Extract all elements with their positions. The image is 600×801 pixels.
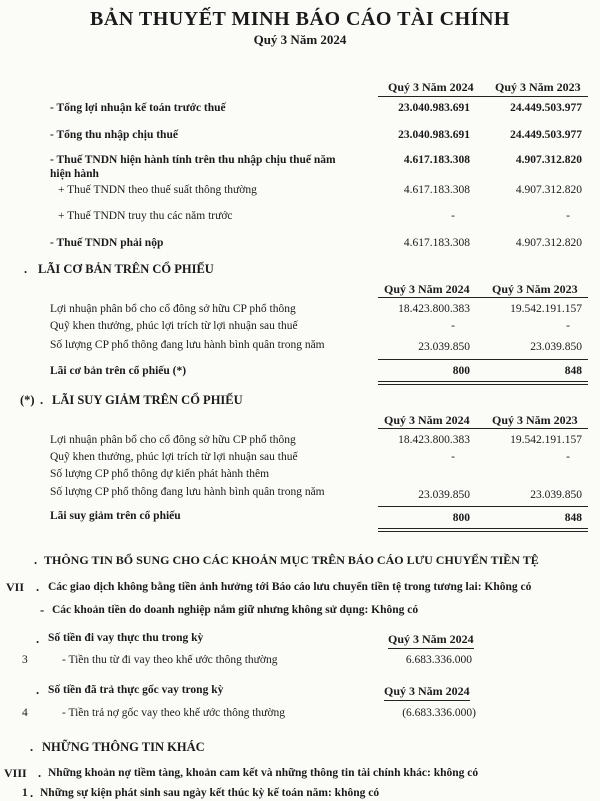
diluted-eps-total-label: Lãi suy giảm trên cổ phiếu bbox=[50, 510, 181, 522]
other-item-contingent: Những khoản nợ tiềm tàng, khoản cam kết và những thông tin tài chính khác: không có bbox=[48, 767, 479, 779]
tax-row-label-cont: hiện hành bbox=[50, 168, 99, 180]
col-header-2024: Quý 3 Năm 2024 bbox=[384, 282, 470, 296]
basic-eps-value-2023: - bbox=[566, 320, 570, 332]
other-item-number: 1 bbox=[22, 787, 28, 799]
basic-eps-row-label: Số lượng CP phổ thông đang lưu hành bình quân trong năm bbox=[50, 339, 325, 351]
borrow-col-header: Quý 3 Năm 2024 bbox=[388, 632, 474, 649]
section-bullet: . bbox=[24, 262, 28, 276]
basic-eps-value-2023: 19.542.191.157 bbox=[510, 303, 582, 315]
section-bullet: . bbox=[36, 580, 40, 594]
basic-eps-total-2024: 800 bbox=[452, 365, 470, 377]
repay-item-value: (6.683.336.000) bbox=[402, 707, 476, 719]
other-section-number: VIII bbox=[4, 766, 27, 780]
diluted-eps-value-2023: 19.542.191.157 bbox=[510, 434, 582, 446]
section-bullet: . bbox=[40, 393, 44, 407]
diluted-eps-value-2024: 23.039.850 bbox=[418, 489, 470, 501]
basic-eps-total-2023: 848 bbox=[564, 365, 582, 377]
diluted-eps-marker: (*) bbox=[20, 393, 35, 407]
repay-item-label: - Tiền trả nợ gốc vay theo khế ước thông thường bbox=[62, 707, 285, 719]
tax-row-value-2024: 4.617.183.308 bbox=[403, 237, 470, 249]
tax-row-label: - Tổng thu nhập chịu thuế bbox=[50, 129, 178, 141]
diluted-eps-total-2023: 848 bbox=[564, 512, 582, 524]
diluted-eps-value-2023: - bbox=[566, 451, 570, 463]
diluted-eps-value-2024: 18.423.800.383 bbox=[398, 434, 470, 446]
section-bullet: . bbox=[38, 766, 42, 780]
other-info-heading: NHỮNG THÔNG TIN KHÁC bbox=[42, 740, 205, 754]
repay-item-number: 4 bbox=[22, 707, 28, 719]
tax-row-value-2024: 23.040.983.691 bbox=[398, 102, 470, 114]
tax-row-label: + Thuế TNDN theo thuế suất thông thường bbox=[58, 184, 257, 196]
document-subtitle: Quý 3 Năm 2024 bbox=[253, 32, 347, 47]
basic-eps-value-2024: 18.423.800.383 bbox=[398, 303, 470, 315]
tax-row-label: + Thuế TNDN truy thu các năm trước bbox=[58, 210, 233, 222]
borrow-item-number: 3 bbox=[22, 654, 28, 666]
col-header-2023: Quý 3 Năm 2023 bbox=[495, 80, 581, 94]
tax-row-value-2024: - bbox=[451, 210, 455, 222]
other-item-subsequent-events: Những sự kiện phát sinh sau ngày kết thúc kỳ kế toán năm: không có bbox=[40, 787, 380, 799]
basic-eps-total-label: Lãi cơ bản trên cổ phiếu (*) bbox=[50, 365, 187, 377]
tax-row-label: - Tổng lợi nhuận kế toán trước thuế bbox=[50, 102, 226, 114]
section-bullet: . bbox=[34, 553, 38, 567]
col-header-2023: Quý 3 Năm 2023 bbox=[492, 282, 578, 296]
tax-row-value-2023: 4.907.312.820 bbox=[515, 184, 582, 196]
tax-row-value-2024: 4.617.183.308 bbox=[403, 154, 470, 166]
tax-row-label: - Thuế TNDN hiện hành tính trên thu nhập chịu thuế năm bbox=[50, 154, 336, 166]
basic-eps-heading: LÃI CƠ BẢN TRÊN CỔ PHIẾU bbox=[38, 262, 214, 276]
subtotal-rule bbox=[378, 506, 588, 507]
col-header-2024: Quý 3 Năm 2024 bbox=[384, 413, 470, 427]
tax-row-value-2023: 24.449.503.977 bbox=[510, 102, 582, 114]
tax-row-value-2023: 4.907.312.820 bbox=[515, 154, 582, 166]
total-double-rule bbox=[378, 381, 588, 385]
diluted-eps-total-2024: 800 bbox=[452, 512, 470, 524]
borrow-item-label: - Tiền thu từ đi vay theo khế ước thông thường bbox=[62, 654, 278, 666]
header-rule bbox=[378, 297, 588, 298]
diluted-eps-row-label: Lợi nhuận phân bổ cho cổ đông sở hữu CP phổ thông bbox=[50, 434, 296, 446]
header-rule bbox=[378, 96, 588, 97]
section-bullet: . bbox=[36, 632, 40, 646]
diluted-eps-row-label: Quỹ khen thưởng, phúc lợi trích từ lợi nhuận sau thuế bbox=[50, 451, 298, 463]
basic-eps-row-label: Quỹ khen thưởng, phúc lợi trích từ lợi nhuận sau thuế bbox=[50, 320, 298, 332]
diluted-eps-row-label: Số lượng CP phổ thông dự kiến phát hành thêm bbox=[50, 468, 270, 480]
tax-row-value-2024: 4.617.183.308 bbox=[403, 184, 470, 196]
cashflow-section-number: VII bbox=[6, 580, 25, 594]
tax-row-label: - Thuế TNDN phải nộp bbox=[50, 237, 164, 249]
diluted-eps-row-label: Số lượng CP phổ thông đang lưu hành bình quân trong năm bbox=[50, 486, 325, 498]
document-title: BẢN THUYẾT MINH BÁO CÁO TÀI CHÍNH bbox=[90, 8, 510, 30]
basic-eps-value-2024: - bbox=[451, 320, 455, 332]
cashflow-item-unused-cash: Các khoản tiền do doanh nghiệp nắm giữ nhưng không sử dụng: Không có bbox=[52, 604, 419, 616]
basic-eps-value-2024: 23.039.850 bbox=[418, 341, 470, 353]
section-bullet: . bbox=[30, 786, 34, 800]
repay-heading: Số tiền đã trả thực gốc vay trong kỳ bbox=[48, 684, 224, 696]
borrow-item-value: 6.683.336.000 bbox=[405, 654, 472, 666]
tax-row-value-2024: 23.040.983.691 bbox=[398, 129, 470, 141]
borrow-heading: Số tiền đi vay thực thu trong kỳ bbox=[48, 632, 204, 644]
basic-eps-row-label: Lợi nhuận phân bổ cho cổ đông sở hữu CP phổ thông bbox=[50, 303, 296, 315]
tax-row-value-2023: - bbox=[566, 210, 570, 222]
col-header-2024: Quý 3 Năm 2024 bbox=[388, 80, 474, 94]
diluted-eps-value-2024: - bbox=[451, 451, 455, 463]
total-double-rule bbox=[378, 528, 588, 532]
tax-row-value-2023: 4.907.312.820 bbox=[515, 237, 582, 249]
repay-col-header: Quý 3 Năm 2024 bbox=[384, 684, 470, 701]
header-rule bbox=[378, 428, 588, 429]
col-header-2023: Quý 3 Năm 2023 bbox=[492, 413, 578, 427]
section-bullet: . bbox=[30, 740, 34, 754]
subtotal-rule bbox=[378, 359, 588, 360]
section-bullet: - bbox=[40, 603, 45, 617]
cashflow-item-noncash: Các giao dịch không bằng tiền ảnh hưởng tới Báo cáo lưu chuyển tiền tệ trong tương lai: Không có bbox=[48, 581, 532, 593]
basic-eps-value-2023: 23.039.850 bbox=[530, 341, 582, 353]
diluted-eps-value-2023: 23.039.850 bbox=[530, 489, 582, 501]
tax-row-value-2023: 24.449.503.977 bbox=[510, 129, 582, 141]
cashflow-heading: THÔNG TIN BỔ SUNG CHO CÁC KHOẢN MỤC TRÊN BÁO CÁO LƯU CHUYỂN TIỀN TỆ bbox=[44, 553, 539, 567]
section-bullet: . bbox=[36, 683, 40, 697]
diluted-eps-heading: LÃI SUY GIẢM TRÊN CỔ PHIẾU bbox=[52, 393, 243, 407]
